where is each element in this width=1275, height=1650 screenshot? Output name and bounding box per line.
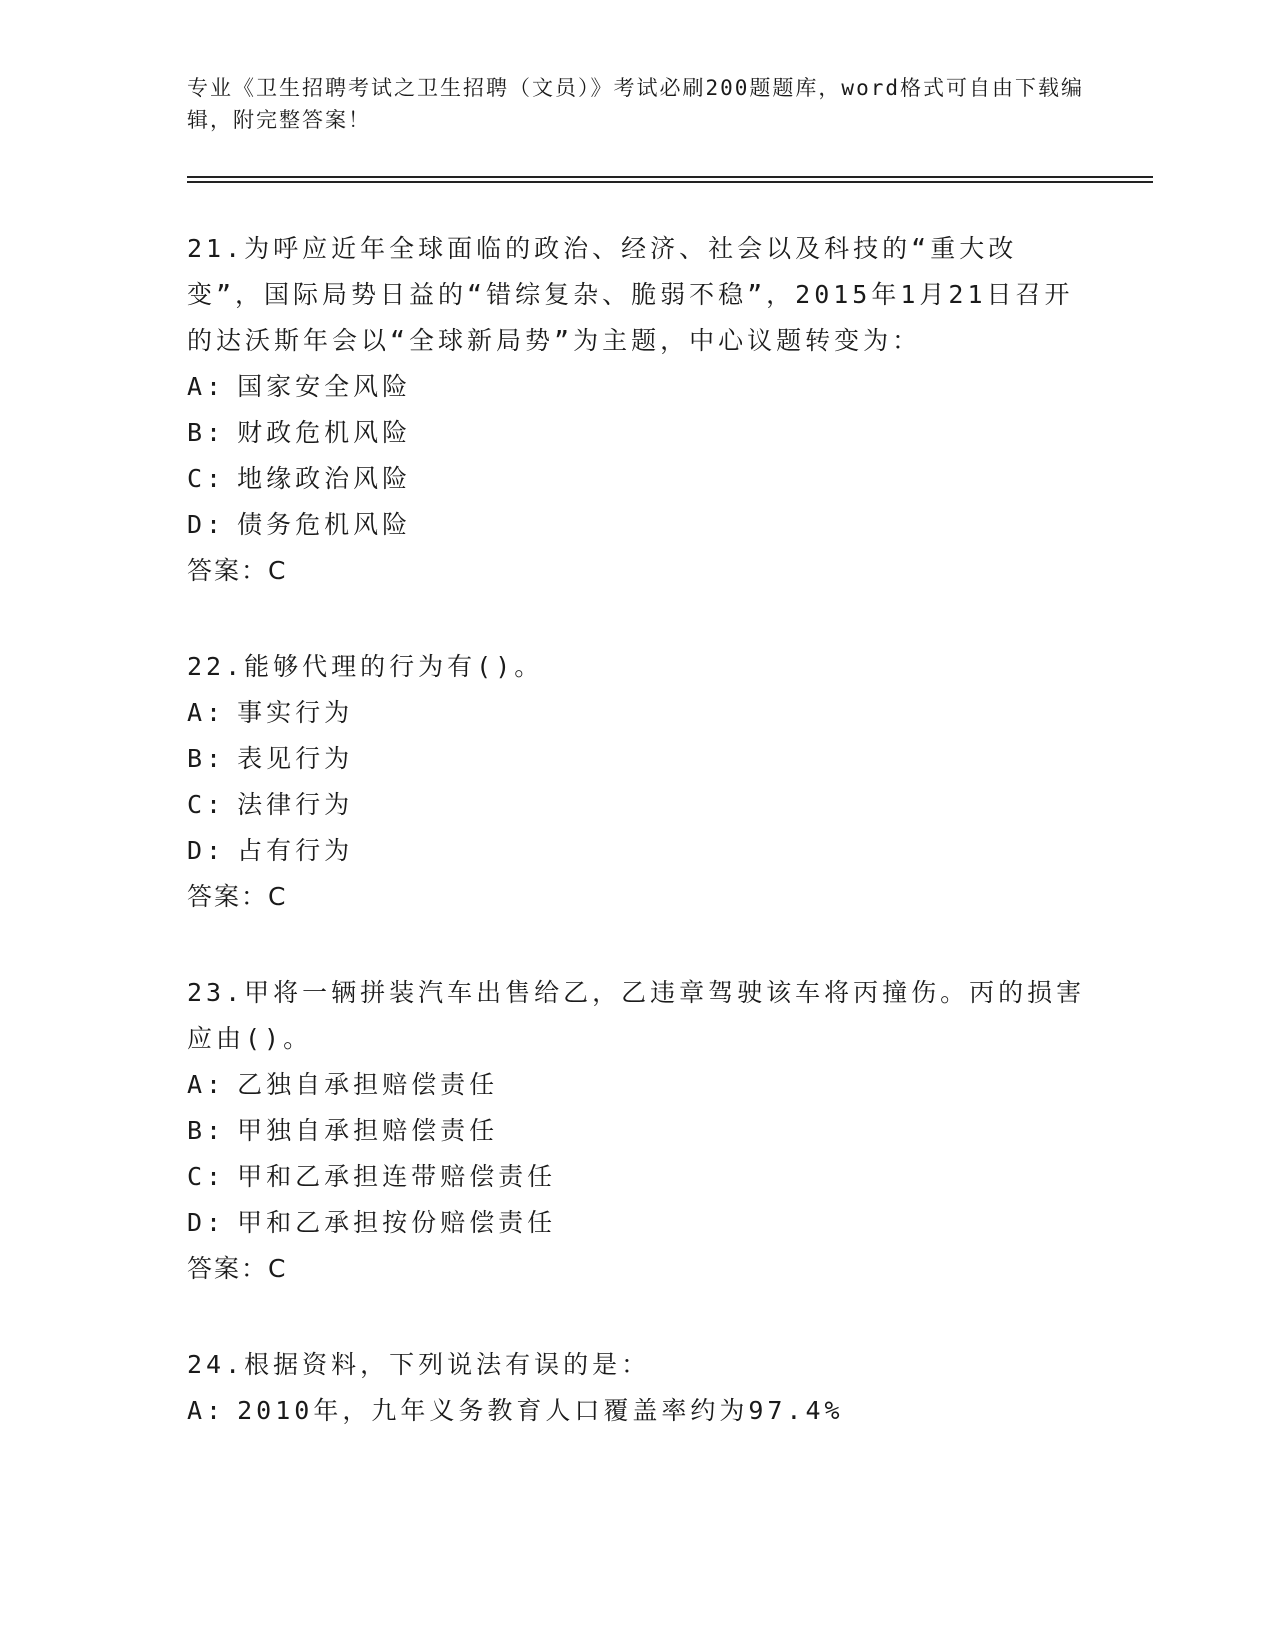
option-c: [187, 1154, 1087, 1200]
option-letter: A:: [187, 372, 226, 401]
option-b: [187, 736, 1087, 782]
option-letter: B:: [187, 744, 226, 773]
question-21: [187, 226, 1087, 594]
question-23: [187, 970, 1087, 1292]
question-22: [187, 644, 1087, 920]
answer-line: 答案：C: [187, 1254, 288, 1283]
option-text: 地缘政治风险: [237, 464, 412, 493]
option-text: 甲独自承担赔偿责任: [237, 1116, 499, 1145]
option-letter: D:: [187, 510, 226, 539]
option-text: 国家安全风险: [237, 372, 412, 401]
option-a: [187, 690, 1087, 736]
question-stem: 21.为呼应近年全球面临的政治、经济、社会以及科技的“重大改变”，国际局势日益的“错综复杂、脆弱不稳”，2015年1月21日召开的达沃斯年会以“全球新局势”为主题，中心议题转变为：: [187, 234, 1074, 355]
option-letter: D:: [187, 1208, 226, 1237]
document-header: [187, 72, 1087, 136]
option-text: 甲和乙承担连带赔偿责任: [237, 1162, 557, 1191]
option-letter: C:: [187, 464, 226, 493]
option-b: [187, 410, 1087, 456]
answer-line: 答案：C: [187, 882, 288, 911]
option-d: [187, 502, 1087, 548]
option-d: [187, 1200, 1087, 1246]
question-stem: 22.能够代理的行为有()。: [187, 652, 544, 681]
option-a: [187, 364, 1087, 410]
option-text: 乙独自承担赔偿责任: [237, 1070, 499, 1099]
option-text: 债务危机风险: [237, 510, 412, 539]
option-c: [187, 456, 1087, 502]
option-letter: C:: [187, 1162, 226, 1191]
question-stem: 24.根据资料，下列说法有误的是：: [187, 1350, 651, 1379]
option-b: [187, 1108, 1087, 1154]
option-text: 占有行为: [237, 836, 354, 865]
option-text: 甲和乙承担按份赔偿责任: [237, 1208, 557, 1237]
answer-line: 答案：C: [187, 556, 288, 585]
option-letter: A:: [187, 1396, 226, 1425]
option-text: 事实行为: [237, 698, 354, 727]
header-divider-bottom: [187, 181, 1153, 183]
option-a: [187, 1062, 1087, 1108]
question-24: [187, 1342, 1087, 1434]
option-letter: B:: [187, 1116, 226, 1145]
option-text: 2010年，九年义务教育人口覆盖率约为97.4%: [237, 1396, 844, 1425]
question-list: [187, 226, 1087, 1484]
option-d: [187, 828, 1087, 874]
option-letter: A:: [187, 1070, 226, 1099]
option-letter: C:: [187, 790, 226, 819]
option-text: 表见行为: [237, 744, 354, 773]
question-stem: 23.甲将一辆拼装汽车出售给乙，乙违章驾驶该车将丙撞伤。丙的损害应由()。: [187, 978, 1086, 1053]
option-text: 财政危机风险: [237, 418, 412, 447]
option-c: [187, 782, 1087, 828]
header-divider-top: [187, 176, 1153, 178]
option-text: 法律行为: [237, 790, 354, 819]
option-letter: B:: [187, 418, 226, 447]
option-letter: D:: [187, 836, 226, 865]
header-intro: 专业《卫生招聘考试之卫生招聘（文员）》考试必刷200题题库，word格式可自由下载编辑，附完整答案！: [187, 76, 1084, 132]
option-letter: A:: [187, 698, 226, 727]
option-a: [187, 1388, 1087, 1434]
